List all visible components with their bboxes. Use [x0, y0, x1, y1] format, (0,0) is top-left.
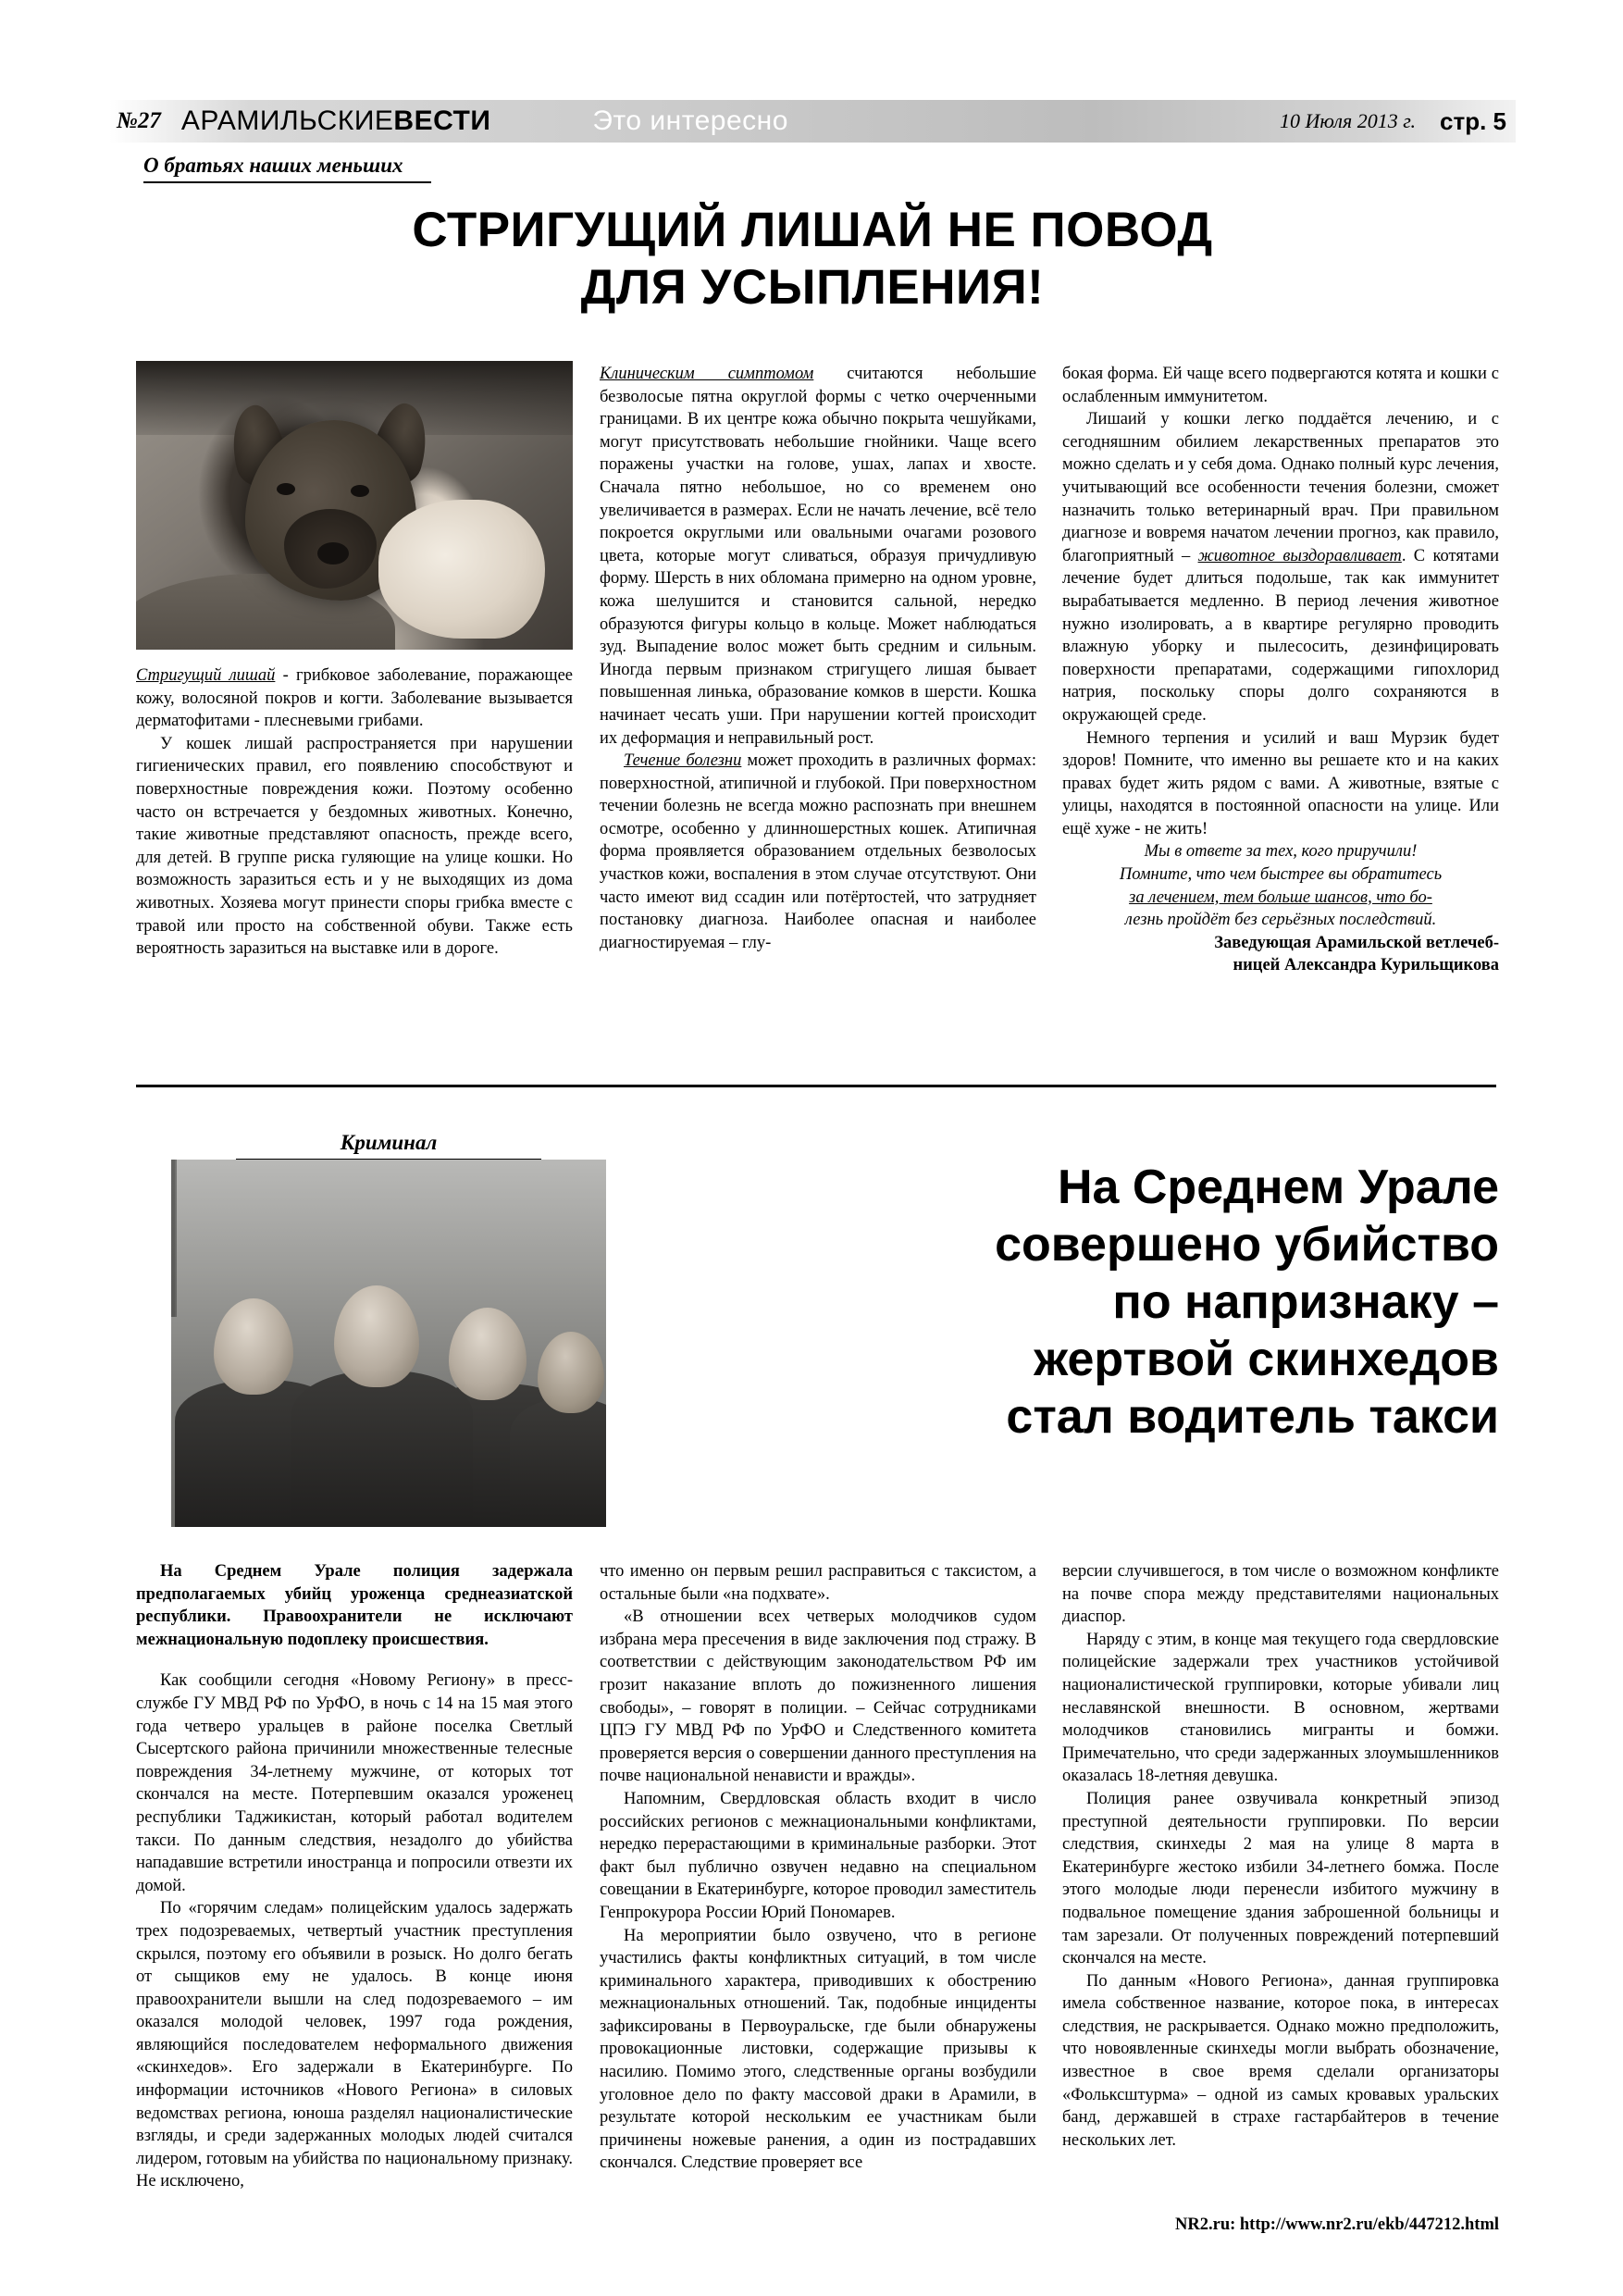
- article1-c3-p1: бокая форма. Ей чаще всего подвергаются котята и кошки с ослабленным иммунитетом.: [1062, 365, 1499, 406]
- article1-headline-line1: СТРИГУЩИЙ ЛИШАЙ НЕ ПОВОД: [412, 203, 1213, 257]
- article2-c1-p2: По «горячим следам» полицейским удалось задержать трех подозреваемых, четвертый участник преступления скрылся, поэтому его объявили в розыск. Но долго бегать от сыщиков ему не удалось. В конце июня правоохранители вышли на след подозреваемого – им оказался молодой человек, 1997 года рождения, являющийся последователем неформального движения «скинхедов». Его задержали в Екатеринбурге. По информации источников «Нового Региона» в силовых ведомствах региона, юноша разделял националистические взгляды, и среди задержанных молодых людей считался лидером, готовым на убийства по национальному признаку. Не исключено,: [136, 1899, 573, 2191]
- article1-signature-line3-text: за лечением, тем больше шансов, что бо-: [1129, 887, 1432, 907]
- article2-column-1: [136, 1560, 573, 2193]
- article1-c3-p2-b: . С котятами лечение будет длиться подольше, так как иммунитет вырабатывается медленно. В период лечения животное нужно изолировать, а в квартире регулярно проводить влажную уборку и пылесосить, дезинфицировать поверхности препаратами, содержащими гипохлорид натрия, поскольку споры долго сохраняются в окружающей среде.: [1062, 546, 1500, 725]
- page-number: стр. 5: [1440, 106, 1506, 135]
- article1-c1-p1: [136, 664, 573, 733]
- section-name: Это интересно: [592, 105, 788, 136]
- article1-signature-line3: [1062, 887, 1499, 910]
- article2-source-link[interactable]: NR2.ru: http://www.nr2.ru/ekb/447212.html: [1175, 2215, 1499, 2234]
- person-body-2: [291, 1371, 473, 1527]
- article1-c3-p2-a: Лишаий у кошки легко поддаётся лечению, и с сегодняшним обилием лекарственных препаратов это можно сделать и у себя дома. Однако полный курс лечения, учитывающий все особенности течения болезни, сможет назначить только ветеринарный врач. При правильном диагнозе и вовремя начатом лечении прогноз, как правило, благоприятный –: [1062, 410, 1499, 565]
- article1-headline-line2: ДЛЯ УСЫПЛЕНИЯ!: [580, 260, 1045, 315]
- person-body-4: [510, 1398, 606, 1527]
- article1-photo: [136, 361, 573, 650]
- article1-column-3: [1062, 363, 1499, 977]
- article2-c2-p3: Напомним, Свердловская область входит в число российских регионов с межнациональными конфликтами, нередко перерастающими в криминальные разборки. Этот факт был публично озвучен недавно на специальном совещании в Екатеринбурге, которое проводил заместитель Генпрокурора России Юрий Пономарев.: [600, 1789, 1036, 1922]
- article1-headline: [109, 202, 1516, 316]
- article1-column-1: [136, 664, 573, 961]
- article2-headline-line4: жертвой скинхедов: [1034, 1333, 1499, 1386]
- rubric-animals: О братьях наших меньших: [143, 154, 431, 183]
- issue-date: 10 Июля 2013 г.: [1280, 109, 1417, 132]
- section-divider: [136, 1085, 1496, 1087]
- dog-nose: [317, 542, 349, 565]
- article2-column-3: [1062, 1560, 1499, 2152]
- article2-c2-p2: «В отношении всех четверых молодчиков судом избрана мера пресечения в виде заключения под стражу. В соответствии с действующим законодательством РФ им грозит наказание вплоть до пожизненного лишения свободы», – говорят в полиции. – Сейчас сотрудниками ЦПЭ ГУ МВД РФ по УрФО и Следственного комитета проверяется версия о совершении данного преступления на почве национальной ненависти и вражды».: [600, 1607, 1036, 1786]
- article2-c1-p1: Как сообщили сегодня «Новому Региону» в пресс-службе ГУ МВД РФ по УрФО, в ночь с 14 на 15 мая этого года четверо уральцев в районе поселка Светлый Сысертского района причинили множественные телесные повреждения 34-летнему мужчине, от которых тот скончался на месте. Потерпевшим оказался уроженец республики Таджикистан, который работал водителем такси. По данным следствия, незадолго до убийства нападавшие встретили иностранца и попросили отвезти их домой.: [136, 1671, 573, 1895]
- article1-c3-p2: [1062, 408, 1499, 726]
- article2-headline-line2: совершено убийство: [995, 1218, 1499, 1272]
- article2-headline-line1: На Среднем Урале: [1057, 1160, 1499, 1214]
- article2-headline: [638, 1159, 1499, 1446]
- article2-c2-p4: На мероприятии было озвучено, что в регионе участились факты конфликтных ситуаций, в том числе криминального характера, приводивших к обострению межнациональных отношений. Так, подобные инциденты зафиксированы в Первоуральске, где были обнаружены провокационные листовки, содержащие призывы к насилию. Помимо этого, следственные органы возбудили уголовное дело по факту массовой драки в Арамили, в результате которой нескольким ее участникам были причинены ножевые ранения, а один из пострадавших скончался. Следствие проверяет все: [600, 1926, 1036, 2173]
- article1-signature-line1: Мы в ответе за тех, кого приручили!: [1144, 842, 1418, 862]
- article1-author-line1: Заведующая Арамильской ветлечеб-: [1214, 933, 1499, 952]
- article1-c2-p1-rest: считаются небольшие безволосые пятна округлой формы с четко очерченными границами. В их центре кожа обычно покрыта чешуйками, могут присутствовать небольшие гнойники. Чаще всего поражены участки на голове, ушах, лапах и хвосте. Сначала пятно небольшое, но со временем оно увеличивается в размерах. Если не начать лечение, всё тело покроется округлыми или овальными очагами розового цвета, которые могут сливаться, образуя причудливую форму. Шерсть в них обломана примерно на одном уровне, кожа шелушится и становится сальной, нередко образуются фигуры кольцо в кольце. Может наблюдаться зуд. Выпадение волос может быть средним и сильным. Иногда первым признаком стригущего лишая бывает повышенная линька, образование комков в шерсти. Кошка начинает чесать уши. При нарушении когтей происходит их деформация и неправильный рост.: [600, 365, 1037, 748]
- article2-c3-p4: По данным «Нового Региона», данная группировка имела собственное название, которое пока, в интересах следствия, не раскрывается. Однако можно предположить, что новоявленные скинхеды могли выбрать обозначение, известное в свое время сделали организаторы «Фольксштурма» – одной из самых кровавых уральских банд, державшей в страхе гастарбайтеров в течение нескольких лет.: [1062, 1971, 1499, 2150]
- rubric-crime: Криминал: [236, 1131, 541, 1160]
- article1-c1-p1-rest: - грибковое заболевание, поражающее кожу, волосяной покров и когти. Заболевание вызывается дерматофитами - плесневыми грибами.: [136, 666, 573, 731]
- article1-column-2: [600, 363, 1036, 954]
- dog-eye-left: [277, 483, 295, 495]
- article1-c2-p2: [600, 750, 1036, 954]
- masthead: [109, 100, 1516, 143]
- dog-eye-right: [351, 485, 369, 497]
- article2-c3-p2: Наряду с этим, в конце мая текущего года свердловские полицейские задержали трех участников устойчивой националистической группировки, которые убивали лиц неславянской внешности. В основном, жертвами молодчиков становились мигранты и бомжи. Примечательно, что среди задержанных злоумышленников оказалась 18-летняя девушка.: [1062, 1630, 1499, 1786]
- term-ringworm: Стригущий лишай: [136, 666, 276, 685]
- human-hand: [378, 500, 545, 639]
- article2-headline-line3: по напризнаку –: [1112, 1275, 1499, 1329]
- article2-photo: [171, 1160, 606, 1527]
- article2-c2-p1: что именно он первым решил расправиться с таксистом, а остальные были «на подхвате».: [600, 1562, 1036, 1604]
- newspaper-title: [181, 105, 491, 137]
- article1-signature-line4: лезнь пройдёт без серьёзных последствий.: [1124, 911, 1437, 930]
- article1-signature-line2: Помните, что чем быстрее вы обратитесь: [1119, 865, 1443, 885]
- article2-lead: На Среднем Урале полиция задержала предполагаемых убийц уроженца среднеазиатской республики. Правоохранители не исключают межнациональную подоплеку происшествия.: [136, 1562, 573, 1649]
- article2-column-2: [600, 1560, 1036, 2175]
- article2-headline-line5: стал водитель такси: [1006, 1390, 1499, 1444]
- newspaper-title-light: АРАМИЛЬСКИЕ: [180, 105, 394, 136]
- article1-author-line2: ницей Александра Курильщикова: [1233, 956, 1499, 975]
- newspaper-title-bold: ВЕСТИ: [393, 105, 491, 136]
- article2-c3-p3: Полиция ранее озвучивала конкретный эпизод преступной деятельности группировки. По версии следствия, скинхеды 2 мая на улице 8 марта в Екатеринбурге жестоко избили 34-летнего бомжа. После этого молодые люди перенесли избитого мужчину в подвальное помещение здания заброшенной больницы и там зарезали. От полученных повреждений потерпевший скончался на месте.: [1062, 1789, 1499, 1968]
- article2-c3-p1: версии случившегося, в том числе о возможном конфликте на почве спора между представителями национальных диаспор.: [1062, 1562, 1499, 1627]
- article1-c3-p3: Немного терпения и усилий и ваш Мурзик будет здоров! Помните, что именно вы решаете кто и на каких правах будет жить рядом с вами. А животные, взятые с улицы, находятся в постоянной опасности на улице. Или ещё хуже - не жить!: [1062, 728, 1499, 838]
- phrase-animal-recovers: животное выздоравливает: [1197, 546, 1402, 565]
- term-disease-course: Течение болезни: [624, 751, 742, 771]
- article1-c1-p2: У кошек лишай распространяется при нарушении гигиенических правил, его появлению способствуют и поверхностные повреждения кожи. Поэтому особенно часто он встречается у бездомных животных. Конечно, такие животные представляют опасность, прежде всего, для детей. В группе риска гуляющие на улице кошки. Но возможность заразиться есть и у не выходящих из дома животных. Хозяева могут принести споры грибка вместе с травой или просто на собственной обуви. Также есть вероятность заразиться на выставке или в дороге.: [136, 734, 573, 959]
- term-clinical-symptom: Клиническим симптомом: [600, 365, 814, 383]
- article1-c2-p2-rest: может проходить в различных формах: поверхностной, атипичной и глубокой. При поверхностном течении болезнь не всегда можно распознать при внешнем осмотре, особенно у длинношерстных кошек. Атипичная форма проявляется образованием отдельных безволосых участков кожи, воспаления в этом случае отсутствуют. Они часто имеют вид ссадин или потёртостей, что затрудняет постановку диагноза. Наиболее опасная и наиболее диагностируемая – глу-: [600, 751, 1036, 952]
- article1-c2-p1: [600, 363, 1036, 750]
- issue-number: №27: [117, 108, 161, 133]
